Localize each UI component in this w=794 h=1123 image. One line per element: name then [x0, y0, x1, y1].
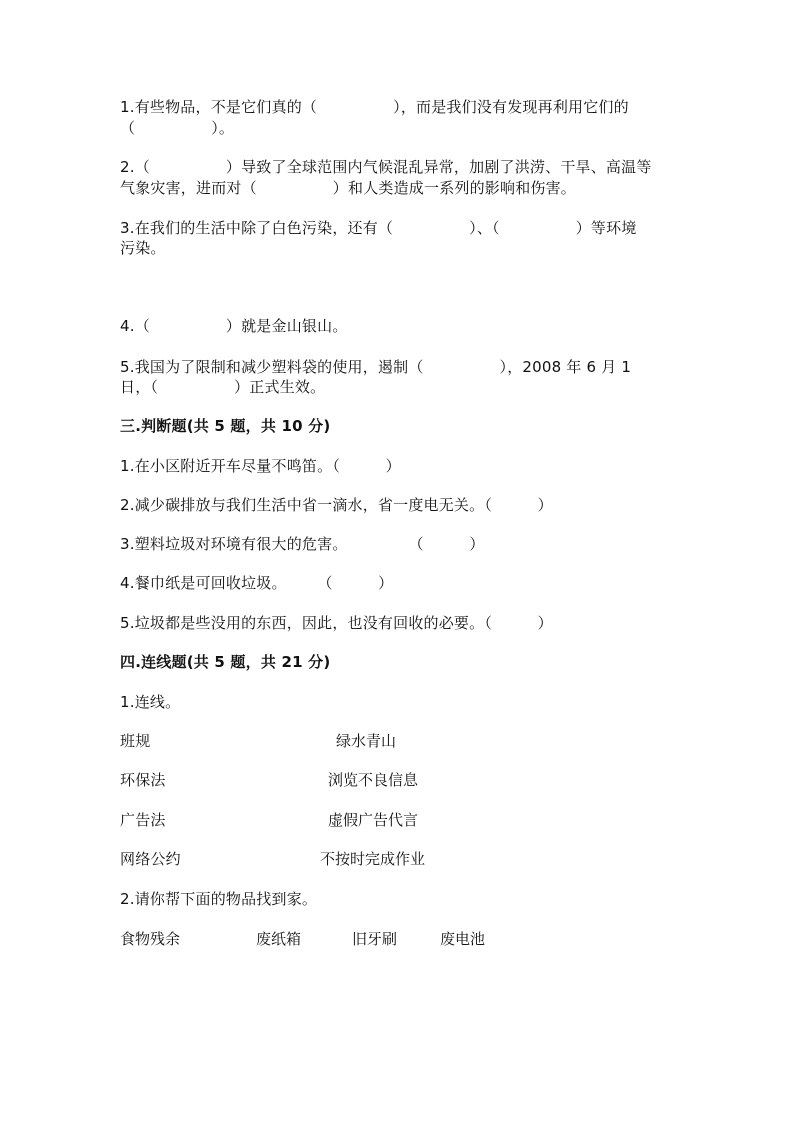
fill-blank-q2-line1: 2.（ ）导致了全球范围内气候混乱异常，加剧了洪涝、干旱、高温等 — [120, 158, 652, 176]
sort-item-1: 食物残余 — [120, 930, 181, 948]
fill-blank-q4-line1: 4.（ ）就是金山银山。 — [120, 317, 348, 335]
judge-item-4: 4.餐巾纸是可回收垃圾。 （ ） — [120, 574, 394, 592]
match-right-2: 浏览不良信息 — [328, 771, 419, 789]
match-left-3: 广告法 — [120, 811, 166, 829]
sort-item-3: 旧牙刷 — [352, 930, 398, 948]
fill-blank-q5-line2: 日，（ ）正式生效。 — [120, 378, 326, 396]
match-left-2: 环保法 — [120, 771, 166, 789]
section4-heading: 四.连线题(共 5 题，共 21 分) — [120, 653, 331, 671]
judge-item-3: 3.塑料垃圾对环境有很大的危害。 （ ） — [120, 535, 485, 553]
match-left-4: 网络公约 — [120, 850, 181, 868]
judge-item-5: 5.垃圾都是些没用的东西，因此，也没有回收的必要。（ ） — [120, 614, 553, 632]
fill-blank-q5-line1: 5.我国为了限制和减少塑料袋的使用，遏制（ ），2008 年 6 月 1 — [120, 358, 632, 376]
matching-q1-prompt: 1.连线。 — [120, 693, 181, 711]
fill-blank-q1-line1: 1.有些物品，不是它们真的（ ），而是我们没有发现再利用它们的 — [120, 98, 629, 116]
judge-item-2: 2.减少碳排放与我们生活中省一滴水，省一度电无关。（ ） — [120, 496, 553, 514]
match-right-3: 虚假广告代言 — [328, 811, 419, 829]
fill-blank-q3-line1: 3.在我们的生活中除了白色污染，还有（ ）、（ ）等环境 — [120, 219, 637, 237]
fill-blank-q2-line2: 气象灾害，进而对（ ）和人类造成一系列的影响和伤害。 — [120, 179, 577, 197]
match-right-1: 绿水青山 — [336, 732, 397, 750]
section3-heading: 三.判断题(共 5 题，共 10 分) — [120, 417, 331, 435]
fill-blank-q3-line2: 污染。 — [120, 239, 166, 257]
matching-q2-prompt: 2.请你帮下面的物品找到家。 — [120, 890, 318, 908]
match-right-4: 不按时完成作业 — [320, 850, 426, 868]
sort-item-2: 废纸箱 — [256, 930, 302, 948]
match-left-1: 班规 — [120, 732, 151, 750]
sort-item-4: 废电池 — [440, 930, 486, 948]
fill-blank-q1-line2: （ ）。 — [120, 119, 235, 137]
judge-item-1: 1.在小区附近开车尽量不鸣笛。（ ） — [120, 457, 401, 475]
